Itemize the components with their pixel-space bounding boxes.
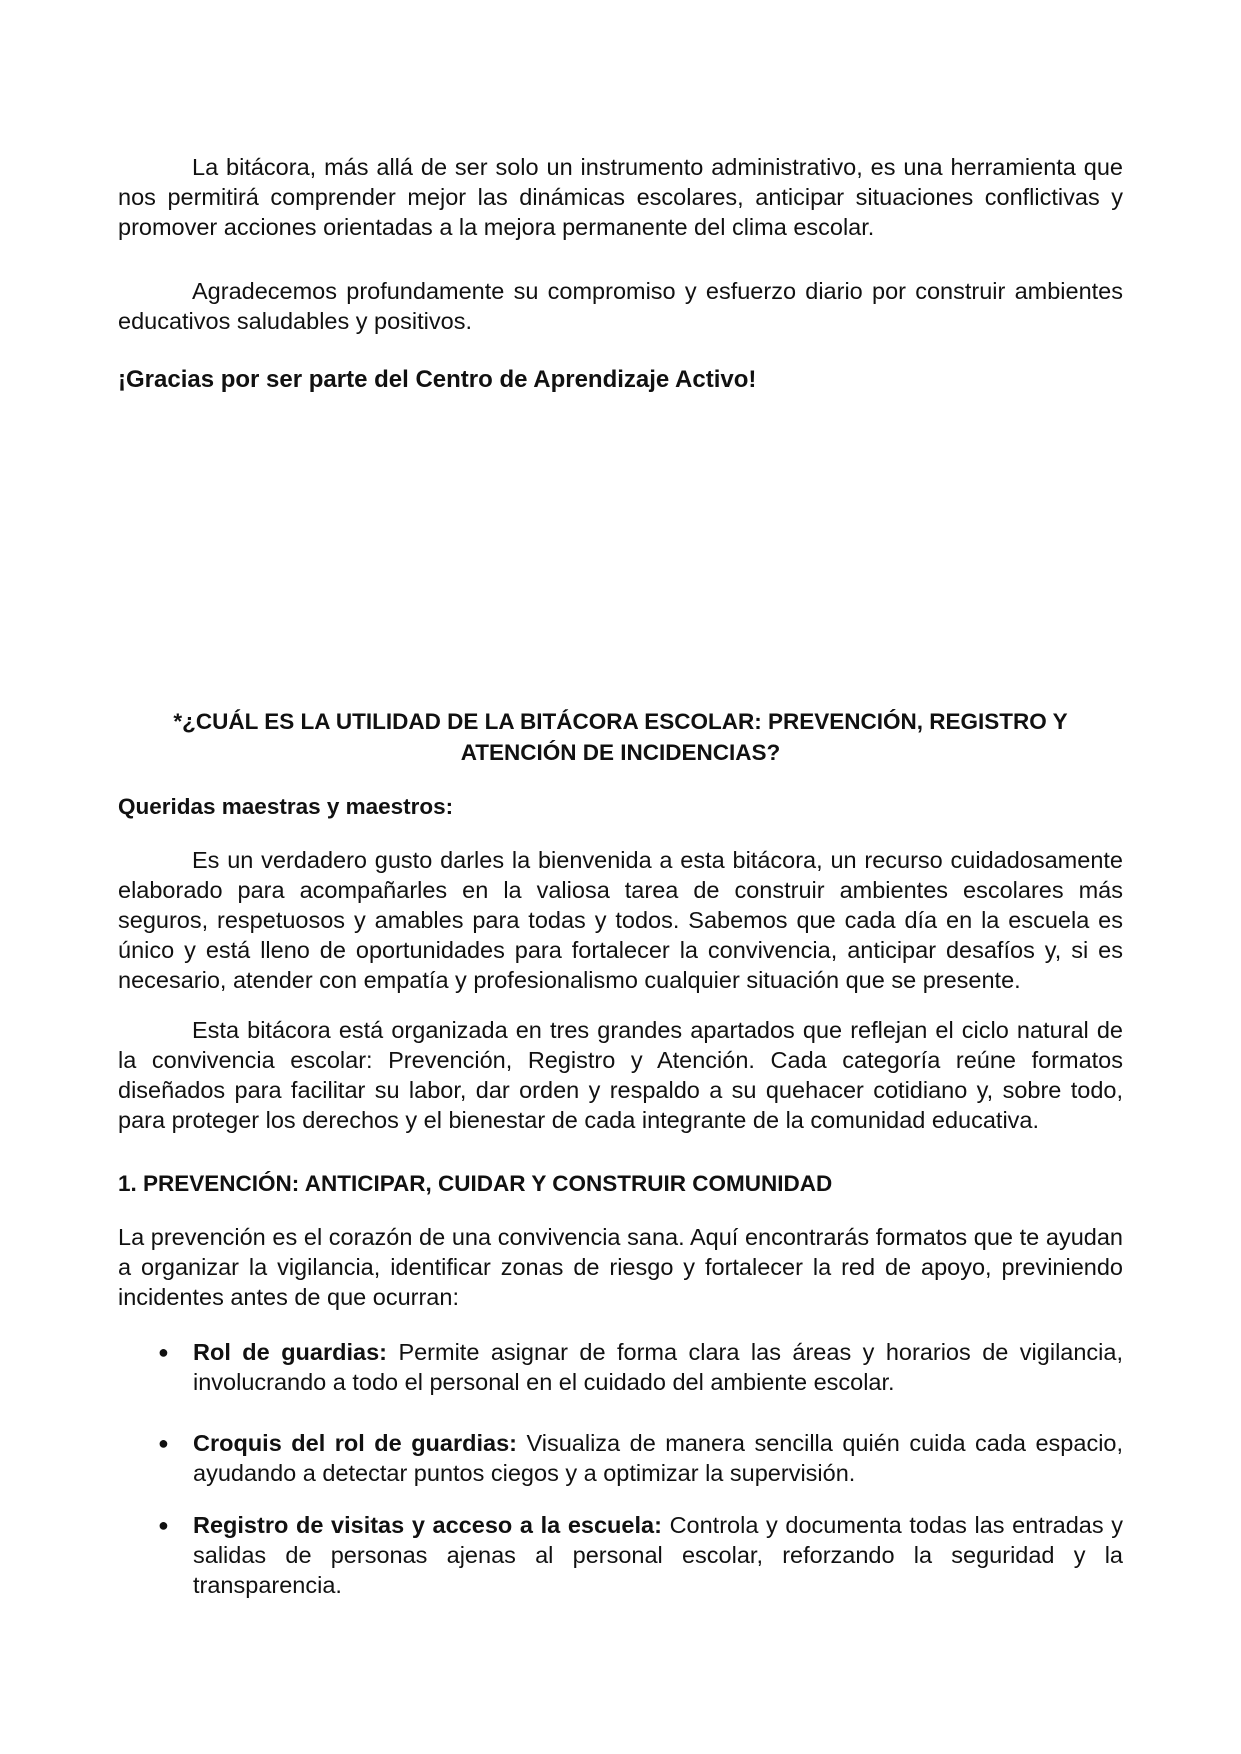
item-term: Rol de guardias: bbox=[193, 1339, 387, 1365]
prevention-list-item-3 bbox=[118, 1510, 1123, 1600]
greeting: Queridas maestras y maestros: bbox=[118, 794, 454, 819]
welcome-paragraph: Es un verdadero gusto darles la bienvenida a esta bitácora, un recurso cuidadosamente elaborado para acompañarles en la valiosa tarea de construir ambientes escolares más seguros, respetuosos y amables para todas y todos. Sabemos que cada día en la escuela es único y está lleno de oportunidades para fortalecer la convivencia, anticipar desafíos y, si es necesario, atender con empatía y profesionalismo cualquier situación que se presente. bbox=[118, 847, 1123, 993]
prevention-intro: La prevención es el corazón de una convivencia sana. Aquí encontrarás formatos que te ayudan a organizar la vigilancia, identificar zonas de riesgo y fortalecer la red de apoyo, previniendo incidentes antes de que ocurran: bbox=[118, 1224, 1123, 1310]
thanks-line: ¡Gracias por ser parte del Centro de Aprendizaje Activo! bbox=[118, 366, 757, 393]
bullet-icon: ● bbox=[158, 1433, 169, 1453]
bullet-icon: ● bbox=[158, 1515, 169, 1535]
bullet-icon: ● bbox=[158, 1342, 169, 1362]
list-item bbox=[118, 1510, 1123, 1600]
list-item bbox=[118, 1337, 1123, 1397]
prevention-heading: 1. PREVENCIÓN: ANTICIPAR, CUIDAR Y CONSTRUIR COMUNIDAD bbox=[118, 1171, 833, 1196]
list-item bbox=[118, 1428, 1123, 1488]
item-text: Controla y documenta todas las entradas y salidas de personas ajenas al personal escolar, reforzando la seguridad y la transparencia. bbox=[193, 1512, 1123, 1598]
section-title: *¿CUÁL ES LA UTILIDAD DE LA BITÁCORA ESCOLAR: PREVENCIÓN, REGISTRO Y ATENCIÓN DE INCIDENCIAS? bbox=[173, 709, 1068, 765]
intro-paragraph-1: La bitácora, más allá de ser solo un instrumento administrativo, es una herramienta que nos permitirá comprender mejor las dinámicas escolares, anticipar situaciones conflictivas y promover acciones orientadas a la mejora permanente del clima escolar. bbox=[118, 154, 1123, 240]
item-term: Registro de visitas y acceso a la escuela: bbox=[193, 1512, 662, 1538]
intro-paragraph-2: Agradecemos profundamente su compromiso y esfuerzo diario por construir ambientes educativos saludables y positivos. bbox=[118, 278, 1123, 334]
prevention-list-item-2 bbox=[118, 1428, 1123, 1488]
item-text: Visualiza de manera sencilla quién cuida cada espacio, ayudando a detectar puntos ciegos y a optimizar la supervisión. bbox=[193, 1430, 1124, 1486]
item-term: Croquis del rol de guardias: bbox=[193, 1430, 517, 1456]
structure-paragraph: Esta bitácora está organizada en tres grandes apartados que reflejan el ciclo natural de la convivencia escolar: Prevención, Registro y Atención. Cada categoría reúne formatos diseñados para facilitar su labor, dar orden y respaldo a su quehacer cotidiano y, sobre todo, para proteger los derechos y el bienestar de cada integrante de la comunidad educativa. bbox=[118, 1017, 1123, 1133]
prevention-list-item-1 bbox=[118, 1337, 1123, 1397]
item-text: Permite asignar de forma clara las áreas y horarios de vigilancia, involucrando a todo el personal en el cuidado del ambiente escolar. bbox=[193, 1339, 1123, 1395]
